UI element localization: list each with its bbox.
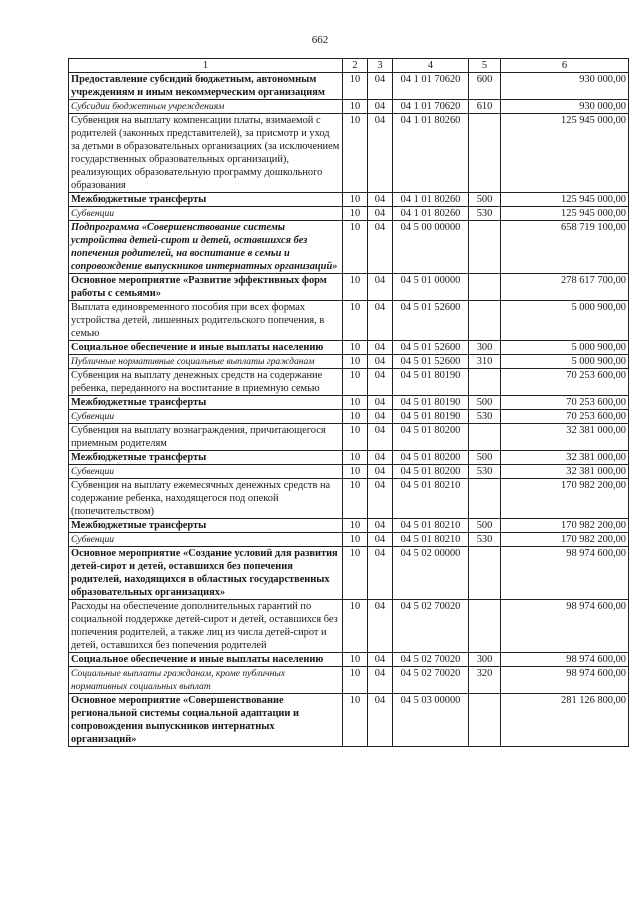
header-col-4: 4 <box>393 59 469 73</box>
row-target-code-cell: 04 5 01 80200 <box>393 451 469 465</box>
row-subsection-cell: 04 <box>368 533 393 547</box>
row-target-code-cell: 04 5 02 70020 <box>393 667 469 694</box>
row-target-code-cell: 04 5 02 70020 <box>393 653 469 667</box>
row-expense-type-cell: 530 <box>469 465 501 479</box>
header-col-3: 3 <box>368 59 393 73</box>
table-row <box>69 667 629 694</box>
row-subsection-cell: 04 <box>368 600 393 653</box>
header-col-2: 2 <box>343 59 368 73</box>
row-subsection-cell: 04 <box>368 193 393 207</box>
row-expense-type-cell <box>469 547 501 600</box>
row-amount-cell: 5 000 900,00 <box>501 341 629 355</box>
row-section-cell: 10 <box>343 465 368 479</box>
row-target-code-cell: 04 5 01 52600 <box>393 301 469 341</box>
row-target-code-cell: 04 5 01 00000 <box>393 274 469 301</box>
row-expense-type-cell: 300 <box>469 653 501 667</box>
row-section-cell: 10 <box>343 600 368 653</box>
row-name-cell: Субвенции <box>69 207 343 221</box>
row-amount-cell: 98 974 600,00 <box>501 667 629 694</box>
row-name-cell: Субвенция на выплату компенсации платы, взимаемой с родителей (законных представителей), за присмотр и уход за детьми в образовательных организациях (за исключением государственных образовательных организаций), реализующих образовательную программу дошкольного образования <box>69 114 343 193</box>
table-row <box>69 193 629 207</box>
row-amount-cell: 32 381 000,00 <box>501 424 629 451</box>
row-section-cell: 10 <box>343 341 368 355</box>
row-section-cell: 10 <box>343 369 368 396</box>
row-subsection-cell: 04 <box>368 451 393 465</box>
row-subsection-cell: 04 <box>368 73 393 100</box>
row-section-cell: 10 <box>343 274 368 301</box>
row-expense-type-cell <box>469 221 501 274</box>
table-row <box>69 600 629 653</box>
row-name-cell: Подпрограмма «Совершенствование системы устройства детей-сирот и детей, оставшихся без попечения родителей, на воспитание в семьи и сопровождение выпускников интернатных организаций» <box>69 221 343 274</box>
table-row <box>69 73 629 100</box>
row-target-code-cell: 04 1 01 80260 <box>393 114 469 193</box>
row-expense-type-cell <box>469 600 501 653</box>
row-subsection-cell: 04 <box>368 274 393 301</box>
table-row <box>69 355 629 369</box>
row-section-cell: 10 <box>343 653 368 667</box>
row-subsection-cell: 04 <box>368 653 393 667</box>
row-name-cell: Субвенция на выплату денежных средств на содержание ребенка, переданного на воспитание в приемную семью <box>69 369 343 396</box>
header-col-5: 5 <box>469 59 501 73</box>
row-amount-cell: 281 126 800,00 <box>501 694 629 747</box>
table-row <box>69 301 629 341</box>
row-amount-cell: 278 617 700,00 <box>501 274 629 301</box>
table-row <box>69 207 629 221</box>
row-expense-type-cell: 530 <box>469 410 501 424</box>
row-expense-type-cell: 530 <box>469 207 501 221</box>
row-subsection-cell: 04 <box>368 396 393 410</box>
row-name-cell: Межбюджетные трансферты <box>69 396 343 410</box>
table-row <box>69 451 629 465</box>
row-amount-cell: 5 000 900,00 <box>501 355 629 369</box>
row-subsection-cell: 04 <box>368 341 393 355</box>
row-target-code-cell: 04 5 01 80190 <box>393 410 469 424</box>
table-row <box>69 114 629 193</box>
row-expense-type-cell: 310 <box>469 355 501 369</box>
row-expense-type-cell <box>469 694 501 747</box>
row-subsection-cell: 04 <box>368 100 393 114</box>
table-row <box>69 694 629 747</box>
row-name-cell: Выплата единовременного пособия при всех формах устройства детей, лишенных родительского попечения, в семью <box>69 301 343 341</box>
row-section-cell: 10 <box>343 547 368 600</box>
row-name-cell: Предоставление субсидий бюджетным, автономным учреждениям и иным некоммерческим организациям <box>69 73 343 100</box>
table-row <box>69 410 629 424</box>
row-target-code-cell: 04 5 02 00000 <box>393 547 469 600</box>
row-section-cell: 10 <box>343 519 368 533</box>
row-expense-type-cell <box>469 274 501 301</box>
table-body <box>69 73 629 747</box>
budget-table <box>68 58 629 747</box>
row-amount-cell: 5 000 900,00 <box>501 301 629 341</box>
row-amount-cell: 170 982 200,00 <box>501 479 629 519</box>
row-target-code-cell: 04 5 00 00000 <box>393 221 469 274</box>
row-section-cell: 10 <box>343 694 368 747</box>
row-target-code-cell: 04 5 01 52600 <box>393 341 469 355</box>
table-row <box>69 479 629 519</box>
page-number: 662 <box>311 34 329 46</box>
row-section-cell: 10 <box>343 451 368 465</box>
row-section-cell: 10 <box>343 73 368 100</box>
row-section-cell: 10 <box>343 410 368 424</box>
row-expense-type-cell <box>469 114 501 193</box>
row-section-cell: 10 <box>343 301 368 341</box>
row-expense-type-cell: 320 <box>469 667 501 694</box>
row-amount-cell: 930 000,00 <box>501 100 629 114</box>
row-name-cell: Основное мероприятие «Создание условий для развития детей-сирот и детей, оставшихся без попечения родителей, находящихся в областных государственных образовательных организациях» <box>69 547 343 600</box>
row-subsection-cell: 04 <box>368 479 393 519</box>
row-section-cell: 10 <box>343 355 368 369</box>
row-section-cell: 10 <box>343 533 368 547</box>
row-name-cell: Основное мероприятие «Совершенствование региональной системы социальной адаптации и сопровождения выпускников интернатных организаций» <box>69 694 343 747</box>
row-expense-type-cell: 500 <box>469 396 501 410</box>
row-name-cell: Социальное обеспечение и иные выплаты населению <box>69 653 343 667</box>
table-row <box>69 465 629 479</box>
row-section-cell: 10 <box>343 396 368 410</box>
row-name-cell: Субвенции <box>69 465 343 479</box>
table-row <box>69 547 629 600</box>
row-expense-type-cell: 500 <box>469 519 501 533</box>
row-target-code-cell: 04 5 01 80190 <box>393 396 469 410</box>
row-expense-type-cell: 600 <box>469 73 501 100</box>
table-row <box>69 533 629 547</box>
row-amount-cell: 930 000,00 <box>501 73 629 100</box>
row-target-code-cell: 04 5 01 80210 <box>393 519 469 533</box>
row-target-code-cell: 04 5 02 70020 <box>393 600 469 653</box>
row-amount-cell: 70 253 600,00 <box>501 369 629 396</box>
row-expense-type-cell <box>469 301 501 341</box>
row-amount-cell: 70 253 600,00 <box>501 396 629 410</box>
table-row <box>69 653 629 667</box>
row-amount-cell: 125 945 000,00 <box>501 114 629 193</box>
row-subsection-cell: 04 <box>368 207 393 221</box>
row-name-cell: Субвенции <box>69 533 343 547</box>
row-expense-type-cell <box>469 479 501 519</box>
row-name-cell: Межбюджетные трансферты <box>69 193 343 207</box>
row-amount-cell: 32 381 000,00 <box>501 465 629 479</box>
row-amount-cell: 98 974 600,00 <box>501 600 629 653</box>
table-row <box>69 341 629 355</box>
row-name-cell: Субвенции <box>69 410 343 424</box>
row-subsection-cell: 04 <box>368 301 393 341</box>
row-target-code-cell: 04 5 01 80190 <box>393 369 469 396</box>
table-row <box>69 100 629 114</box>
row-subsection-cell: 04 <box>368 519 393 533</box>
row-name-cell: Субвенция на выплату вознаграждения, причитающегося приемным родителям <box>69 424 343 451</box>
row-subsection-cell: 04 <box>368 410 393 424</box>
row-section-cell: 10 <box>343 207 368 221</box>
row-subsection-cell: 04 <box>368 369 393 396</box>
row-subsection-cell: 04 <box>368 547 393 600</box>
row-amount-cell: 170 982 200,00 <box>501 519 629 533</box>
row-name-cell: Социальное обеспечение и иные выплаты населению <box>69 341 343 355</box>
row-target-code-cell: 04 5 01 80210 <box>393 533 469 547</box>
row-section-cell: 10 <box>343 221 368 274</box>
row-amount-cell: 70 253 600,00 <box>501 410 629 424</box>
table-row <box>69 519 629 533</box>
row-target-code-cell: 04 5 03 00000 <box>393 694 469 747</box>
row-subsection-cell: 04 <box>368 667 393 694</box>
row-amount-cell: 170 982 200,00 <box>501 533 629 547</box>
row-expense-type-cell: 500 <box>469 193 501 207</box>
row-name-cell: Межбюджетные трансферты <box>69 451 343 465</box>
table-row <box>69 424 629 451</box>
table-row <box>69 369 629 396</box>
row-expense-type-cell: 300 <box>469 341 501 355</box>
row-name-cell: Социальные выплаты гражданам, кроме публичных нормативных социальных выплат <box>69 667 343 694</box>
row-name-cell: Межбюджетные трансферты <box>69 519 343 533</box>
row-expense-type-cell: 610 <box>469 100 501 114</box>
row-expense-type-cell: 530 <box>469 533 501 547</box>
row-section-cell: 10 <box>343 100 368 114</box>
row-subsection-cell: 04 <box>368 355 393 369</box>
row-section-cell: 10 <box>343 667 368 694</box>
row-amount-cell: 32 381 000,00 <box>501 451 629 465</box>
row-target-code-cell: 04 5 01 80200 <box>393 424 469 451</box>
row-name-cell: Публичные нормативные социальные выплаты гражданам <box>69 355 343 369</box>
row-amount-cell: 98 974 600,00 <box>501 653 629 667</box>
row-section-cell: 10 <box>343 479 368 519</box>
row-amount-cell: 98 974 600,00 <box>501 547 629 600</box>
row-target-code-cell: 04 1 01 80260 <box>393 207 469 221</box>
row-subsection-cell: 04 <box>368 221 393 274</box>
row-target-code-cell: 04 1 01 70620 <box>393 100 469 114</box>
header-row <box>69 59 629 73</box>
row-amount-cell: 125 945 000,00 <box>501 193 629 207</box>
row-name-cell: Субвенция на выплату ежемесячных денежных средств на содержание ребенка, находящегося под опекой (попечительством) <box>69 479 343 519</box>
row-section-cell: 10 <box>343 193 368 207</box>
row-section-cell: 10 <box>343 114 368 193</box>
row-subsection-cell: 04 <box>368 424 393 451</box>
table-row <box>69 221 629 274</box>
row-amount-cell: 658 719 100,00 <box>501 221 629 274</box>
row-expense-type-cell: 500 <box>469 451 501 465</box>
row-target-code-cell: 04 5 01 80200 <box>393 465 469 479</box>
row-section-cell: 10 <box>343 424 368 451</box>
row-subsection-cell: 04 <box>368 114 393 193</box>
row-target-code-cell: 04 5 01 52600 <box>393 355 469 369</box>
table-row <box>69 274 629 301</box>
row-name-cell: Основное мероприятие «Развитие эффективных форм работы с семьями» <box>69 274 343 301</box>
row-target-code-cell: 04 5 01 80210 <box>393 479 469 519</box>
row-name-cell: Расходы на обеспечение дополнительных гарантий по социальной поддержке детей-сирот и детей, оставшихся без попечения родителей, а также лиц из числа детей-сирот и детей, оставшихся без попечения родителей <box>69 600 343 653</box>
row-subsection-cell: 04 <box>368 694 393 747</box>
row-name-cell: Субсидии бюджетным учреждениям <box>69 100 343 114</box>
row-amount-cell: 125 945 000,00 <box>501 207 629 221</box>
row-subsection-cell: 04 <box>368 465 393 479</box>
row-expense-type-cell <box>469 424 501 451</box>
header-col-1: 1 <box>69 59 343 73</box>
row-expense-type-cell <box>469 369 501 396</box>
row-target-code-cell: 04 1 01 70620 <box>393 73 469 100</box>
header-col-6: 6 <box>501 59 629 73</box>
table-row <box>69 396 629 410</box>
row-target-code-cell: 04 1 01 80260 <box>393 193 469 207</box>
